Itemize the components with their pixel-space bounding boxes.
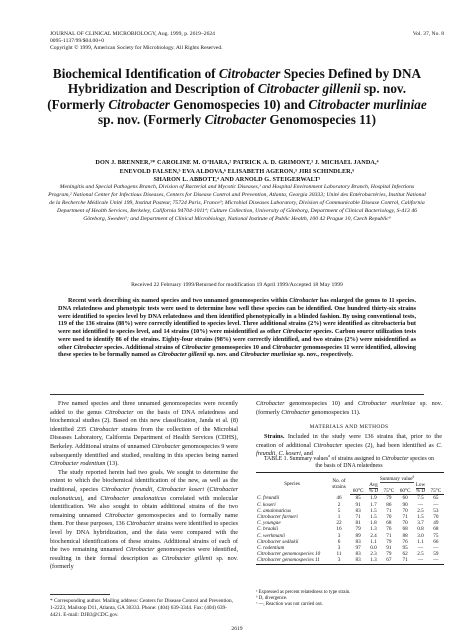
value-cell: 91 xyxy=(355,501,361,508)
table-body xyxy=(256,495,444,564)
value-cell: 66 xyxy=(433,538,439,545)
species-cell: Citrobacter genomospecies 11 xyxy=(256,557,328,564)
corresponding-author-footnote: * Corresponding author. Mailing address: Centers for Disease Control and Prevention, 1-2223, Mailstop D11, Atlanta, GA 30333. Phone: (404) 639-3344. Fax: (404) 639-4421. E-mail: DJB3@CDC.gov. xyxy=(50,598,234,618)
value-cell: — xyxy=(428,557,444,564)
column-header-strains: No. of strains xyxy=(328,473,350,495)
value-cell: 71 xyxy=(386,532,392,539)
value-cell: 71 xyxy=(397,557,413,564)
value-cell: 49 xyxy=(433,520,439,527)
value-cell: 1.3 xyxy=(370,526,377,533)
abstract: Recent work describing six named species and two unnamed genomospecies within Citrobacter has enlarged the genus to 11 species. DNA relatedness and phenotypic tests were used to determine how well these species can be identified. One hundred thirty-six strains were identified to species level by DNA relatedness and then identified phenotypically in a blinded fashion. By using conventional tests, 119 of the 136 strains (88%) were correctly identified to species level. Three additional strains (2%) were identified as citrobacteria but were not identified to species level, and 14 strains (10%) were misidentified as other Citrobacter species. Carbon source utilization tests were used to identify 86 of the strains. Eighty-four strains (98%) were correctly identified, and two strains (2%) were misidentified as other Citrobacter species. Additional strains of Citrobacter genomospecies 10 and Citrobacter genomospecies 11 were identified, allowing these species to be formally named as Citrobacter gillenii sp. nov. and Citrobacter murliniae sp. nov., respectively. xyxy=(58,297,416,359)
page-number: 2619 xyxy=(231,626,243,632)
value-cell: 59 xyxy=(433,551,439,558)
value-cell: — xyxy=(417,544,424,551)
value-cell: 70 xyxy=(402,507,408,514)
value-cell: 68 xyxy=(402,526,408,533)
value-cell: 2 xyxy=(337,501,341,508)
species-cell: Citrobacter farmeri xyxy=(257,513,298,520)
received-dates: Received 22 February 1999/Returned for modification 19 April 1999/Accepted 18 May 1999 xyxy=(131,282,343,288)
column-header-75c: 75°C xyxy=(428,488,444,495)
table-footnotes xyxy=(256,590,444,609)
species-cell: C. amalonaticus xyxy=(257,507,292,514)
value-cell: 16 xyxy=(336,526,342,533)
value-cell: 86 xyxy=(386,501,392,508)
value-cell: 60 xyxy=(402,495,408,502)
affiliations: Meningitis and Special Pathogens Branch, Division of Bacterial and Mycotic Diseases,¹ and Hospital Environment Laboratory Branch, Hospital Infections Program,² National Center for Infectious Diseases, Centers for Disease Control and Prevention, Atlanta, Georgia 30333; Unité des Entérobactéries, Institut National de la Recherche Médicale Unité 199, Institut Pasteur, 75724 Paris, France³; Microbial Diseases Laboratory, Division of Communicable Disease Control, California Department of Health Services, Berkeley, California 94704-1011⁴; Culture Collection, University of Göteborg, Department of Clinical Bacteriology, S-413 46 Göteborg, Sweden⁵; and Department of Clinical Microbiology, National Institute of Public Health, 100 42 Prague 10, Czech Republic⁶ xyxy=(48,184,426,222)
value-cell: 68 xyxy=(386,520,392,527)
value-cell: 79 xyxy=(386,551,392,558)
value-cell: 1.5 xyxy=(417,513,424,520)
value-cell: 1.1 xyxy=(417,538,424,545)
left-column xyxy=(50,400,238,572)
value-cell: 89 xyxy=(355,532,361,539)
value-cell: 3.0 xyxy=(417,532,424,539)
value-cell: 2.5 xyxy=(417,551,424,558)
value-cell: 46 xyxy=(336,495,342,502)
strains-paragraph: Strains. Included in the study were 136 strains that, prior to the creation of additional Citrobacter species (2), had been identified as C. freundii, C. koseri, and xyxy=(256,433,443,458)
value-cell: 2.4 xyxy=(370,532,377,539)
species-cell: Citrobacter genomospecies 10 xyxy=(257,551,321,558)
table-footnote: ᵃ Expressed as percent relatedness to type strain. xyxy=(256,590,351,595)
column-header-species: Species xyxy=(256,473,328,495)
species-cell: C. braakii xyxy=(257,526,279,533)
value-cell: 75 xyxy=(433,532,439,539)
column-header-summary: Summary value$^a$ xyxy=(350,473,444,482)
article-title: Biochemical Identification of Citrobacter Species Defined by DNA Hybridization and Description of Citrobacter gillenii sp. nov. (Formerly Citrobacter Genomospecies 10) and Citrobacter murliniae sp. nov. (Formerly Citrobacter Genomospecies 11) xyxy=(47,66,427,128)
value-cell: 11 xyxy=(336,551,342,558)
column-header-60c: 60°C xyxy=(350,488,366,495)
value-cell: 0.0 xyxy=(370,544,377,551)
column-header-60c: 60°C xyxy=(397,488,413,495)
table-footnote: ᵇ D, divergence. xyxy=(256,596,288,602)
value-cell: 3 xyxy=(328,557,350,564)
species-cell: Citrobacter sedlakii xyxy=(257,538,299,545)
value-cell: 76 xyxy=(402,538,408,545)
value-cell: 1.9 xyxy=(370,495,377,502)
abstract-divider xyxy=(50,394,424,395)
value-cell: — xyxy=(413,557,428,564)
column-header-divergence: % D xyxy=(366,488,381,495)
value-cell: 70 xyxy=(386,513,392,520)
value-cell: 65 xyxy=(433,495,439,502)
value-cell: 91 xyxy=(386,544,392,551)
value-cell: 5 xyxy=(337,507,341,514)
value-cell: 53 xyxy=(433,507,439,514)
copyright-line: Copyright © 1999, American Society for Microbiology. All Rights Reserved. xyxy=(50,45,223,51)
species-cell: C. koseri xyxy=(257,501,276,508)
value-cell: 97 xyxy=(355,544,361,551)
value-cell: 6 xyxy=(337,538,341,545)
value-cell: 2.5 xyxy=(417,507,424,514)
value-cell: 95 xyxy=(402,544,408,551)
value-cell: 79 xyxy=(386,538,392,545)
value-cell: 1.8 xyxy=(370,520,377,527)
table-row xyxy=(256,557,444,564)
table-footnote: ᶜ —, Reaction was not carried out. xyxy=(256,602,323,608)
value-cell: 90 xyxy=(402,501,408,508)
value-cell: 3 xyxy=(337,544,341,551)
value-cell: — xyxy=(433,501,439,508)
species-cell: C. freundii xyxy=(257,495,280,502)
value-cell: 1.5 xyxy=(370,513,377,520)
value-cell: 83 xyxy=(355,538,361,545)
value-cell: 88 xyxy=(402,532,408,539)
value-cell: 70 xyxy=(402,520,408,527)
value-cell: 81 xyxy=(355,520,361,527)
value-cell: 0.8 xyxy=(417,526,424,533)
goals-paragraph: The study reported herein had two goals. We sought to determine the extent to which the biochemical identification of the new, as well as the traditional, species Citrobacter freundii, Citrobacter koseri (Citrobacter malonaticus), and Citrobacter amalonaticus correlated with molecular identification. We also sought to obtain additional strains of the two remaining unnamed Citrobacter genomospecies and to formally name them. For these purposes, 136 Citrobacter strains were identified to species level by DNA hybridization, and the data were compared with the biochemical identifications of these strains. Additional strains of each of the two remaining unnamed Citrobacter genomospecies were identified, resulting in their formal description as Citrobacter gillenii sp. nov. (formerly xyxy=(50,468,238,571)
value-cell: 79 xyxy=(386,495,392,502)
author-line: SHARON L. ABBOTT,⁴ AND ARNOLD G. STEIGERWALT¹ xyxy=(153,176,321,184)
value-cell: 62 xyxy=(402,551,408,558)
value-cell: 1.1 xyxy=(370,538,377,545)
value-cell: 68 xyxy=(433,526,439,533)
value-cell: 83 xyxy=(355,507,361,514)
value-cell: 1 xyxy=(337,513,341,520)
journal-citation: JOURNAL OF CLINICAL MICROBIOLOGY, Aug. 1999, p. 2619–2624 xyxy=(50,31,215,37)
species-cell: C. werkmanii xyxy=(257,532,285,539)
table-caption: TABLE 1. Summary values$^a$ of strains assigned to Citrobacter species on the basis of DNA relatedness xyxy=(263,453,434,470)
species-cell: C. rodentium xyxy=(257,544,285,551)
value-cell: 83 xyxy=(355,551,361,558)
column-header-avg: Avg xyxy=(369,481,378,488)
value-cell: — xyxy=(417,501,424,508)
value-cell: 1.5 xyxy=(370,507,377,514)
value-cell: 79 xyxy=(355,526,361,533)
value-cell: 71 xyxy=(355,513,361,520)
value-cell: 3 xyxy=(337,532,341,539)
intro-paragraph: Five named species and three unnamed genomospecies were recently added to the genus Citrobacter on the basis of DNA relatedness and biochemical studies (2). Based on this new classification, Janda et al. (8) identified 235 Citrobacter strains from the collection of the Microbial Diseases Laboratory, California Department of Health Services (CDHS), Berkeley. Additional strains of unnamed Citrobacter genomospecies 9 were subsequently identified and studied, resulting in this species being named Citrobacter rodentium (13). xyxy=(50,400,238,468)
species-cell: C. youngae xyxy=(257,520,281,527)
volume-number: Vol. 37, No. 8 xyxy=(412,31,444,37)
author-line: ENEVOLD FALSEN,⁵ EVA ALDOVA,⁶ ELISABETH AGERON,³ JIRI SCHINDLER,⁶ xyxy=(119,167,355,175)
value-cell: 70 xyxy=(433,513,439,520)
value-cell: 71 xyxy=(402,513,408,520)
value-cell: 1.3 xyxy=(366,557,381,564)
value-cell: 83 xyxy=(350,557,366,564)
value-cell: 67 xyxy=(381,557,397,564)
table-row xyxy=(256,495,444,502)
column-header-75c: 75°C xyxy=(381,488,397,495)
value-cell: 85 xyxy=(355,495,361,502)
value-cell: 71 xyxy=(386,507,392,514)
section-heading-methods: MATERIALS AND METHODS xyxy=(309,424,389,430)
column-header-divergence: % D xyxy=(413,488,428,495)
value-cell: 22 xyxy=(336,520,342,527)
footnote-divider xyxy=(50,594,110,595)
value-cell: 1.7 xyxy=(370,501,377,508)
value-cell: 76 xyxy=(386,526,392,533)
summary-values-table xyxy=(256,472,444,565)
value-cell: 2.3 xyxy=(370,551,377,558)
author-line: DON J. BRENNER,¹* CAROLINE M. O’HARA,² PATRICK A. D. GRIMONT,³ J. MICHAEL JANDA,⁴ xyxy=(95,159,379,166)
right-column-continuation: Citrobacter genomospecies 10) and Citrobacter murliniae sp. nov. (formerly Citrobacter genomospecies 11). xyxy=(256,400,442,416)
value-cell: 7.5 xyxy=(417,495,424,502)
value-cell: — xyxy=(433,544,439,551)
issn-line: 0095-1137/99/$04.00+0 xyxy=(50,38,105,44)
column-header-low: Low xyxy=(415,481,426,488)
value-cell: 3.7 xyxy=(417,520,424,527)
author-list xyxy=(30,159,444,185)
